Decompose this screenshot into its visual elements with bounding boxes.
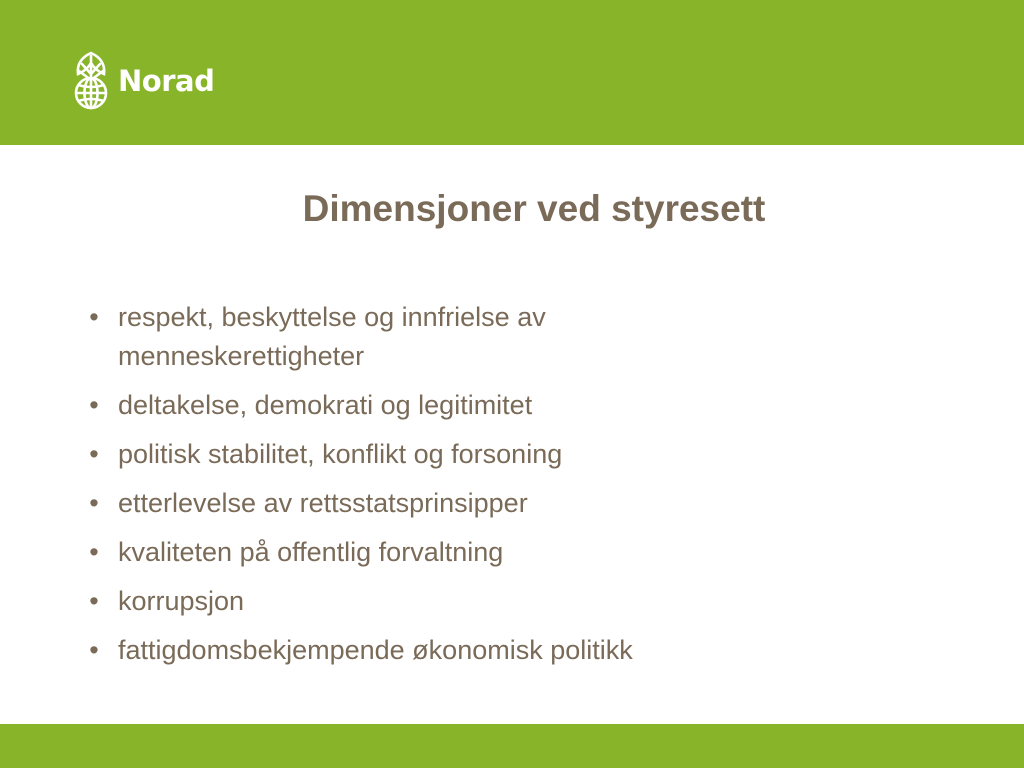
list-item	[86, 484, 946, 523]
bullet-text: fattigdomsbekjempende økonomisk politikk	[118, 635, 633, 665]
bullet-icon: •	[89, 439, 99, 469]
bullet-text: respekt, beskyttelse og innfrielse av menneskerettigheter	[118, 302, 546, 371]
bullet-icon: •	[89, 302, 99, 332]
bullet-list	[86, 298, 946, 680]
bullet-icon: •	[89, 488, 99, 518]
bullet-text: etterlevelse av rettsstatsprinsipper	[118, 488, 528, 518]
list-item	[86, 298, 946, 376]
bullet-text: politisk stabilitet, konflikt og forsoning	[118, 439, 563, 469]
header-band	[0, 0, 1024, 145]
bullet-icon: •	[89, 390, 99, 420]
norad-globe-tree-icon	[72, 50, 110, 110]
list-item	[86, 386, 946, 425]
bullet-text: deltakelse, demokrati og legitimitet	[118, 390, 533, 420]
bullet-text: kvaliteten på offentlig forvaltning	[118, 537, 504, 567]
logo-text: Norad	[118, 63, 215, 98]
bullet-icon: •	[89, 537, 99, 567]
slide-title: Dimensjoner ved styresett	[302, 188, 766, 229]
list-item	[86, 582, 946, 621]
bullet-icon: •	[89, 635, 99, 665]
bullet-text: korrupsjon	[118, 586, 245, 616]
footer-band	[0, 724, 1024, 768]
list-item	[86, 533, 946, 572]
list-item	[86, 631, 946, 670]
bullet-icon: •	[89, 586, 99, 616]
norad-logo	[72, 50, 214, 110]
list-item	[86, 435, 946, 474]
